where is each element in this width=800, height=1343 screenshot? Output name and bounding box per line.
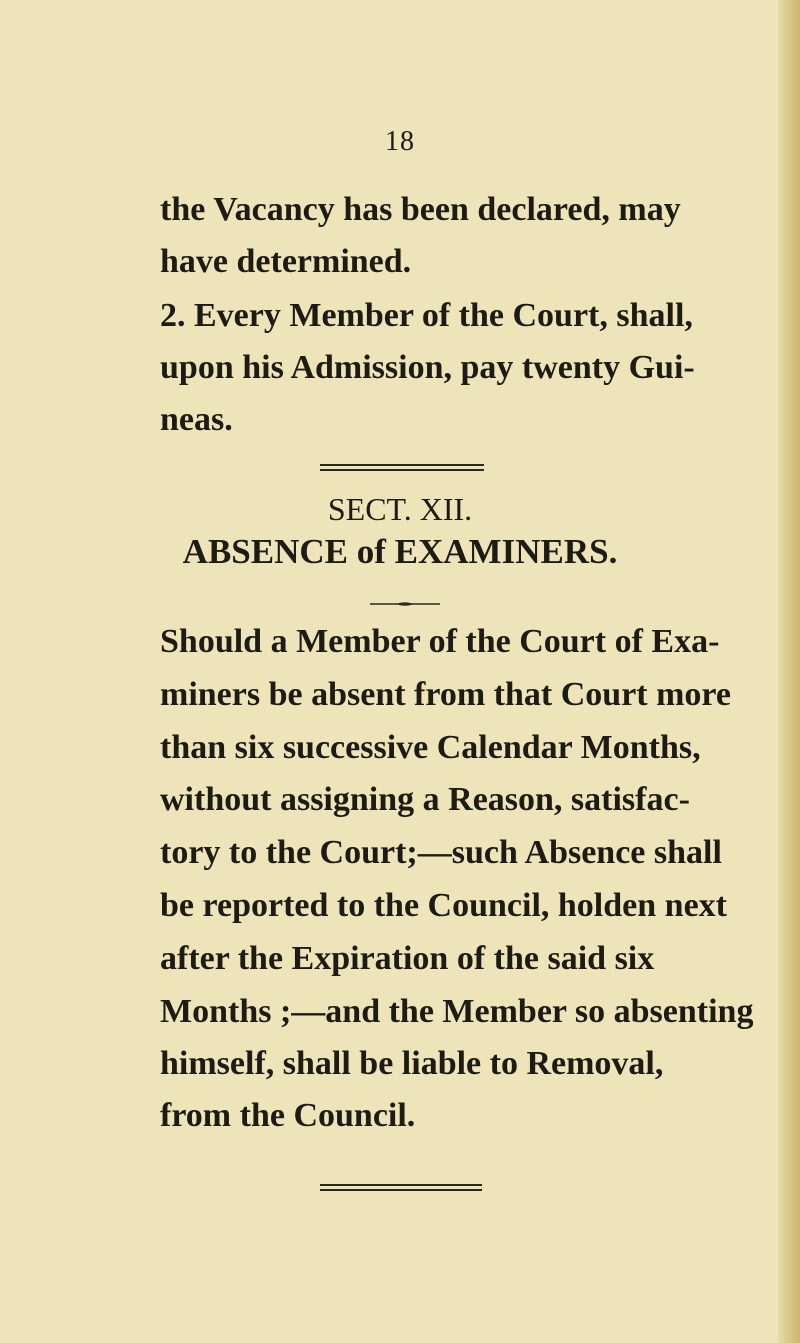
text-line: the Vacancy has been declared, may	[160, 191, 681, 228]
text-line: 2. Every Member of the Court, shall,	[160, 297, 693, 334]
section-divider	[320, 464, 484, 471]
section-number: SECT. XII.	[327, 491, 473, 527]
text-line: have determined.	[160, 243, 412, 280]
text-line: after the Expiration of the said six	[160, 940, 655, 977]
page-number: 18	[385, 126, 415, 157]
text-line: miners be absent from that Court more	[160, 676, 731, 713]
text-line: neas.	[160, 401, 233, 438]
text-line: be reported to the Council, holden next	[160, 887, 727, 924]
text-line: from the Council.	[160, 1097, 416, 1134]
text-line: upon his Admission, pay twenty Gui-	[160, 349, 695, 386]
ornamental-rule	[370, 601, 440, 607]
page-edge-shadow	[778, 0, 800, 1343]
text-line: without assigning a Reason, satisfac-	[160, 781, 690, 818]
text-line: than six successive Calendar Months,	[160, 729, 701, 766]
text-line: Should a Member of the Court of Exa-	[160, 623, 720, 660]
text-line: Months ;—and the Member so absenting	[160, 993, 754, 1030]
section-title: ABSENCE of EXAMINERS.	[182, 532, 618, 571]
text-line: himself, shall be liable to Removal,	[160, 1045, 664, 1082]
text-line: tory to the Court;—such Absence shall	[160, 834, 722, 871]
end-divider	[320, 1184, 482, 1191]
